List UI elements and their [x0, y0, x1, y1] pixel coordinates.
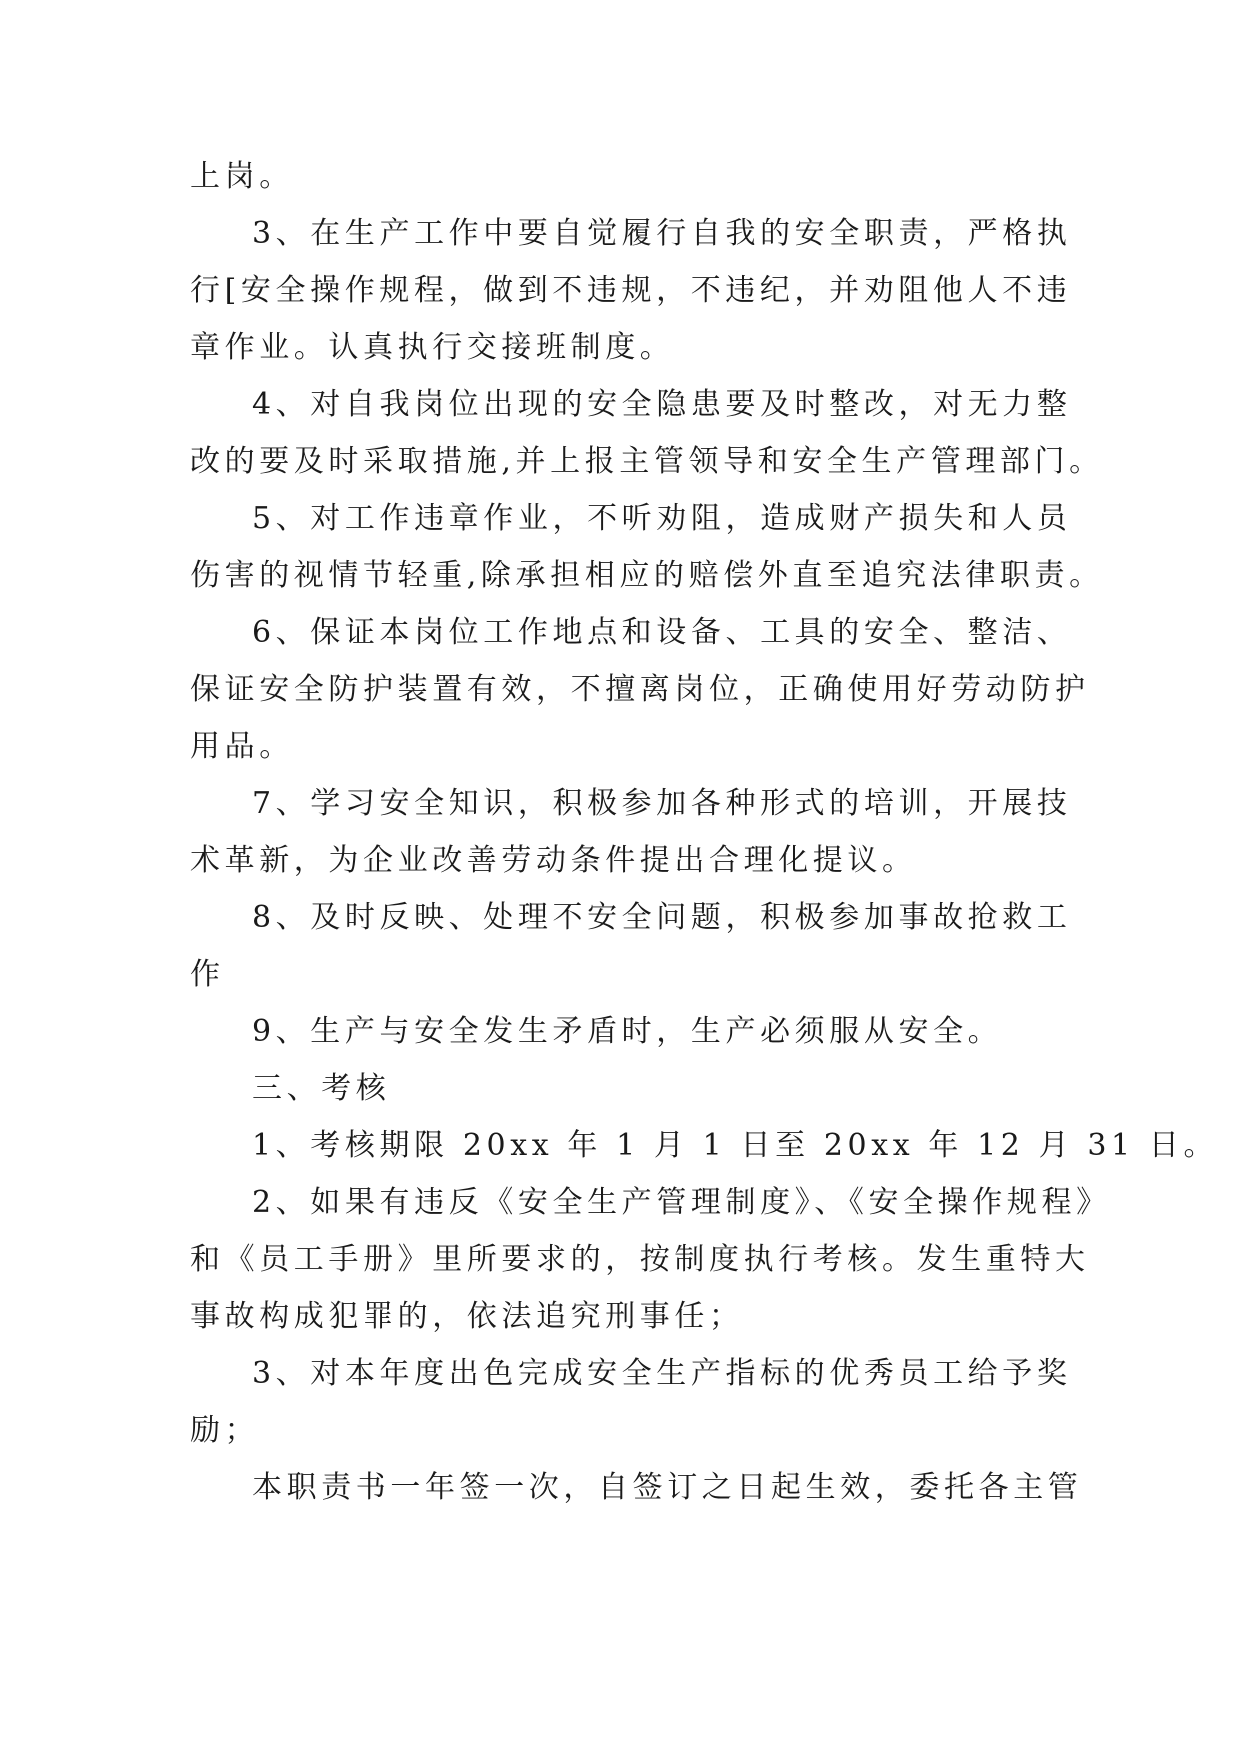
text-line: 1、考核期限 20xx 年 1 月 1 日至 20xx 年 12 月 31 日。	[252, 1128, 1219, 1163]
section-heading: 三、考核	[252, 1071, 391, 1106]
text-line: 和《员工手册》里所要求的，按制度执行考核。发生重特大	[190, 1242, 1090, 1277]
text-line: 保证安全防护装置有效，不擅离岗位，正确使用好劳动防护	[190, 672, 1090, 707]
text-line: 事故构成犯罪的，依法追究刑事任；	[190, 1299, 744, 1334]
text-line: 8、及时反映、处理不安全问题，积极参加事故抢救工	[252, 900, 1072, 935]
text-line: 6、保证本岗位工作地点和设备、工具的安全、整洁、	[252, 615, 1072, 650]
text-line: 上岗。	[190, 159, 294, 194]
text-line: 改的要及时采取措施,并上报主管领导和安全生产管理部门。	[190, 444, 1104, 479]
text-line: 本职责书一年签一次，自签订之日起生效，委托各主管	[252, 1470, 1083, 1505]
text-line: 行[安全操作规程，做到不违规，不违纪，并劝阻他人不违	[190, 273, 1072, 308]
text-line: 3、对本年度出色完成安全生产指标的优秀员工给予奖	[252, 1356, 1072, 1391]
text-line: 用品。	[190, 729, 294, 764]
text-line: 2、如果有违反《安全生产管理制度》、《安全操作规程》	[252, 1185, 1111, 1220]
text-line: 伤害的视情节轻重,除承担相应的赔偿外直至追究法律职责。	[190, 558, 1104, 593]
text-line: 励；	[190, 1413, 260, 1448]
text-line: 3、在生产工作中要自觉履行自我的安全职责，严格执	[252, 216, 1072, 251]
text-line: 术革新，为企业改善劳动条件提出合理化提议。	[190, 843, 917, 878]
text-line: 章作业。认真执行交接班制度。	[190, 330, 675, 365]
text-line: 7、学习安全知识，积极参加各种形式的培训，开展技	[252, 786, 1072, 821]
text-line: 作	[190, 957, 225, 992]
text-line: 5、对工作违章作业，不听劝阻，造成财产损失和人员	[252, 501, 1072, 536]
text-line: 9、生产与安全发生矛盾时，生产必须服从安全。	[252, 1014, 1003, 1049]
text-line: 4、对自我岗位出现的安全隐患要及时整改，对无力整	[252, 387, 1072, 422]
